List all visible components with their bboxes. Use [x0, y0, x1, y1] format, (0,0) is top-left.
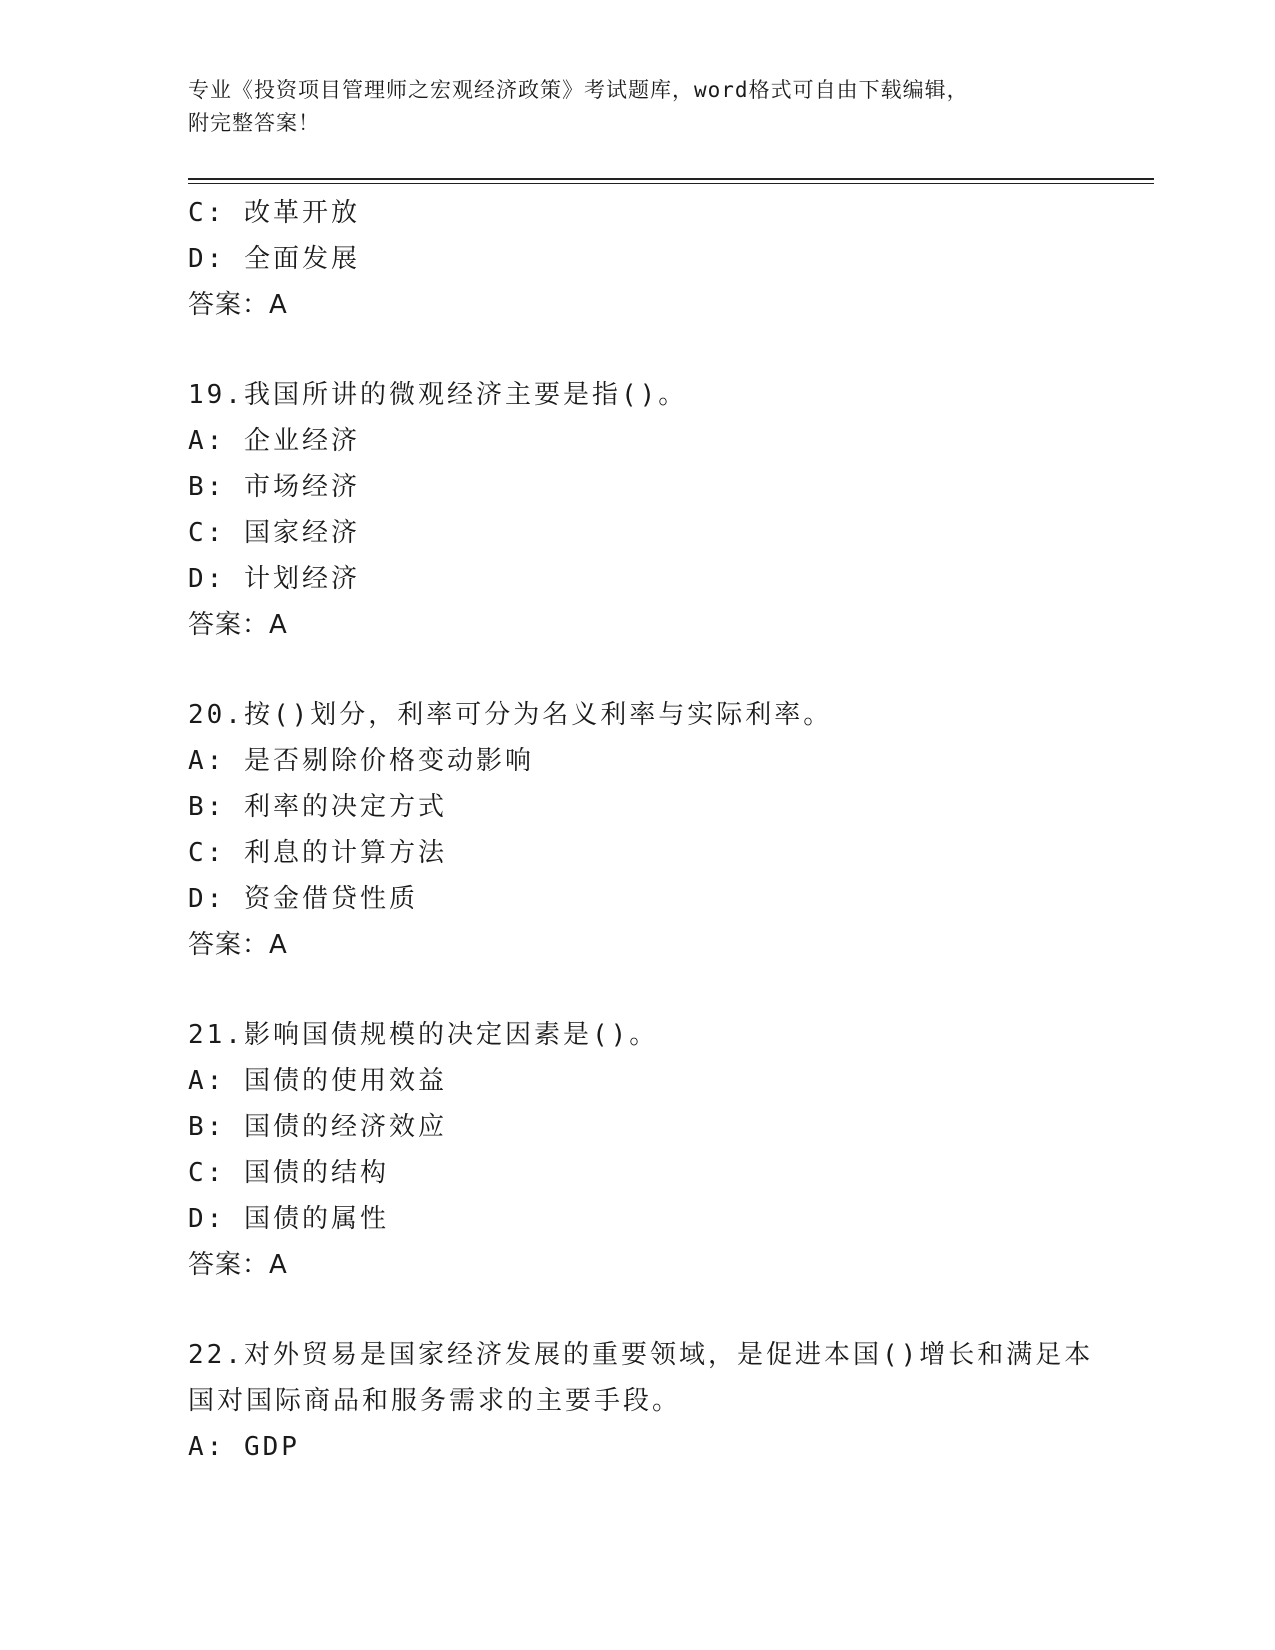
option-d: D: 计划经济: [188, 564, 360, 594]
option-c: C: 利息的计算方法: [188, 838, 447, 868]
continued-question: [188, 190, 1088, 328]
option-d: D: 资金借贷性质: [188, 884, 418, 914]
option-c: C: 改革开放: [188, 198, 360, 228]
question-text-line-1: 22.对外贸易是国家经济发展的重要领域，是促进本国()增长和满足本: [188, 1340, 1094, 1370]
option-d: D: 全面发展: [188, 244, 360, 274]
answer-line: 答案：A: [188, 610, 288, 640]
question-21: [188, 1012, 1088, 1288]
header-divider-thick: [188, 178, 1154, 180]
question-text: 21.影响国债规模的决定因素是()。: [188, 1020, 659, 1050]
question-text: 20.按()划分，利率可分为名义利率与实际利率。: [188, 700, 833, 730]
question-22: [188, 1332, 1094, 1470]
question-text-line-2: 国对国际商品和服务需求的主要手段。: [188, 1386, 682, 1416]
question-20: [188, 692, 1088, 968]
option-a: A: 企业经济: [188, 426, 360, 456]
option-a: A: 国债的使用效益: [188, 1066, 447, 1096]
question-text: 19.我国所讲的微观经济主要是指()。: [188, 380, 688, 410]
document-body: [188, 190, 1094, 1470]
option-a: A: 是否剔除价格变动影响: [188, 746, 534, 776]
option-b: B: 利率的决定方式: [188, 792, 447, 822]
option-c: C: 国债的结构: [188, 1158, 389, 1188]
answer-line: 答案：A: [188, 1250, 288, 1280]
header-divider-thin: [188, 183, 1154, 184]
answer-line: 答案：A: [188, 290, 288, 320]
option-d: D: 国债的属性: [188, 1204, 389, 1234]
header-line-1: 专业《投资项目管理师之宏观经济政策》考试题库，word格式可自由下载编辑，: [188, 78, 969, 102]
option-c: C: 国家经济: [188, 518, 360, 548]
option-b: B: 国债的经济效应: [188, 1112, 447, 1142]
option-b: B: 市场经济: [188, 472, 360, 502]
option-a: A: GDP: [188, 1432, 300, 1462]
answer-line: 答案：A: [188, 930, 288, 960]
document-header: [188, 74, 1088, 140]
question-19: [188, 372, 1088, 648]
header-line-2: 附完整答案！: [188, 111, 320, 135]
